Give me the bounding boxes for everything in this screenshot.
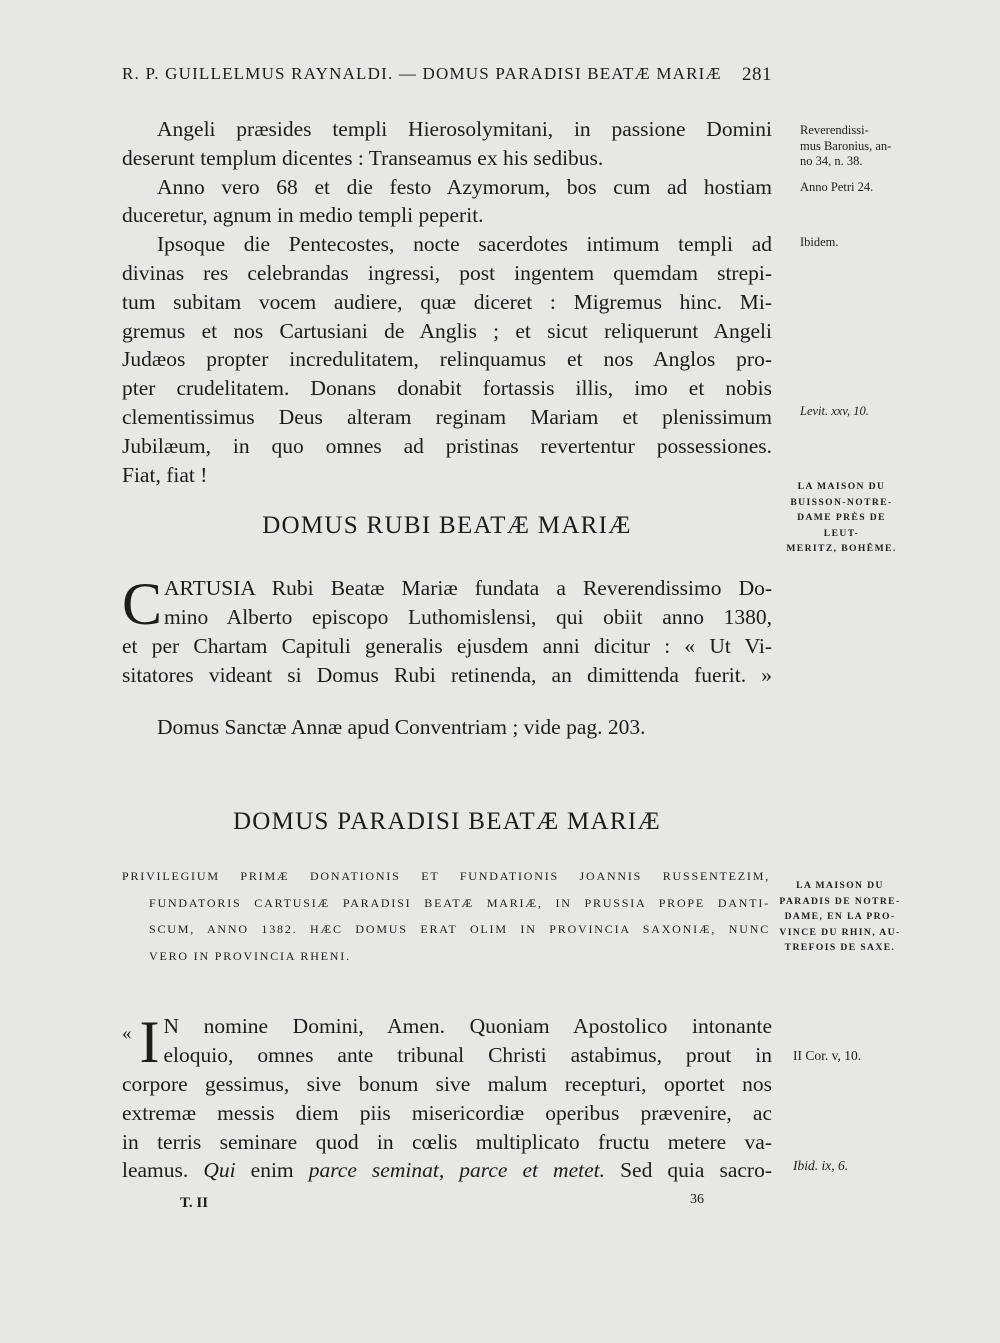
margin-note-line: Reverendissi-	[800, 123, 869, 137]
text-line: FUNDATORIS CARTUSIÆ PARADISI BEATÆ MARIÆ, IN PRUSSIA PROPE DANTI-	[149, 895, 770, 910]
text-line: Jubilæum, in quo omnes ad pristinas revertentur possessiones.	[122, 433, 772, 458]
italic-run: Qui	[203, 1158, 236, 1183]
paragraph-charter	[122, 1009, 772, 1185]
page-number: 281	[742, 64, 772, 85]
text-line: duceretur, agnum in medio templi peperit.	[122, 203, 484, 228]
text-line: in terris seminare quod in cœlis multiplicato fructu metere va-	[122, 1129, 772, 1154]
running-header	[122, 64, 772, 86]
running-title: R. P. GUILLELMUS RAYNALDI. — DOMUS PARADISI BEATÆ MARIÆ	[122, 64, 722, 83]
margin-note-line: PARADIS DE NOTRE-	[779, 895, 901, 907]
margin-note-line: TREFOIS DE SAXE.	[784, 942, 896, 953]
text-line: Fiat, fiat !	[122, 462, 208, 487]
margin-note-ibidem: Ibidem.	[800, 235, 839, 249]
margin-note-line: DAME PRÈS DE LEUT-	[797, 512, 886, 539]
signature-mark: T. II	[180, 1195, 209, 1211]
cross-reference: Domus Sanctæ Annæ apud Conventriam ; vide pag. 203.	[157, 715, 646, 739]
drop-cap-i: I	[139, 1009, 160, 1075]
text-line: sitatores videant si Domus Rubi retinenda, an dimittenda fuerit. »	[122, 662, 772, 687]
margin-note-line: LA MAISON DU	[797, 481, 886, 492]
margin-note-line: DAME, EN LA PRO-	[784, 911, 896, 922]
text-line: divinas res celebrandas ingressi, post ingentem quemdam strepi-	[122, 260, 772, 285]
text-line: gremus et nos Cartusiani de Anglis ; et sicut reliquerunt Angeli	[122, 318, 772, 343]
section-heading-rubi: DOMUS RUBI BEATÆ MARIÆ	[262, 512, 632, 539]
margin-note-ibid: Ibid. ix, 6.	[793, 1158, 849, 1173]
text-line: ARTUSIA Rubi Beatæ Mariæ fundata a Reverendissimo Do-	[164, 576, 772, 600]
margin-note-paradis	[775, 878, 905, 956]
italic-run: parce seminat, parce et metet.	[308, 1158, 605, 1183]
paragraph-cartusia	[122, 571, 772, 690]
margin-note-baronius	[800, 123, 910, 170]
text-line: Judæos propter incredulitatem, relinquamus et nos Anglos pro-	[122, 347, 772, 372]
margin-note-levit: Levit. xxv, 10.	[800, 404, 869, 418]
margin-note-line: no 34, n. 38.	[800, 154, 863, 168]
text-line: SCUM, ANNO 1382. HÆC DOMUS ERAT OLIM IN PROVINCIA SAXONIÆ, NUNC	[149, 922, 770, 936]
text-line: Angeli præsides templi Hierosolymitani, in passione Domini	[157, 117, 772, 141]
text-line: VERO IN PROVINCIA RHENI.	[149, 948, 351, 963]
margin-note-buisson	[779, 479, 904, 557]
text-line: tum subitam vocem audiere, quæ diceret : Migremus hinc. Mi-	[122, 289, 772, 314]
text-line: clementissimus Deus alteram reginam Mariam et plenissimum	[122, 404, 772, 429]
text-line: deserunt templum dicentes : Transeamus ex his sedibus.	[122, 145, 604, 170]
text-run: leamus.	[122, 1158, 204, 1183]
text-line: extremæ messis diem piis misericordiæ operibus prævenire, ac	[122, 1100, 772, 1125]
text-line	[122, 1156, 772, 1185]
text-line: PRIVILEGIUM PRIMÆ DONATIONIS ET FUNDATIONIS JOANNIS RUSSENTEZIM,	[122, 869, 770, 883]
sheet-number: 36	[690, 1192, 704, 1207]
margin-note-anno-petri: Anno Petri 24.	[800, 180, 874, 194]
text-run: Sed quia sacro-	[605, 1158, 772, 1183]
drop-cap-c: C	[122, 571, 163, 637]
section-heading-paradisi: DOMUS PARADISI BEATÆ MARIÆ	[232, 808, 662, 835]
privilege-summary	[122, 863, 770, 969]
margin-note-line: VINCE DU RHIN, AU-	[779, 926, 901, 938]
text-line: mino Alberto episcopo Luthomislensi, qui obiit anno 1380,	[164, 604, 772, 629]
margin-note-line: LA MAISON DU	[796, 880, 884, 891]
text-line: et per Chartam Capituli generalis ejusdem anni dicitur : « Ut Vi-	[122, 634, 772, 658]
opening-guillemet: «	[122, 1023, 132, 1044]
text-line: Anno vero 68 et die festo Azymorum, bos cum ad hostiam	[157, 174, 772, 199]
text-line: corpore gessimus, sive bonum sive malum recepturi, oportet nos	[122, 1072, 772, 1096]
text-line: eloquio, omnes ante tribunal Christi astabimus, prout in	[163, 1042, 772, 1067]
text-line: pter crudelitatem. Donans donabit fortassis illis, imo et nobis	[122, 376, 772, 401]
text-run: enim	[235, 1158, 309, 1183]
text-line: Ipsoque die Pentecostes, nocte sacerdotes intimum templi ad	[157, 232, 772, 257]
margin-note-line: MERITZ, BOHÊME.	[786, 543, 897, 554]
paragraph-angeli	[122, 115, 772, 489]
text-line: N nomine Domini, Amen. Quoniam Apostolico intonante	[163, 1014, 772, 1038]
margin-note-cor: II Cor. v, 10.	[793, 1048, 862, 1063]
margin-note-line: mus Baronius, an-	[800, 138, 892, 153]
margin-note-line: BUISSON-NOTRE-	[790, 496, 893, 508]
